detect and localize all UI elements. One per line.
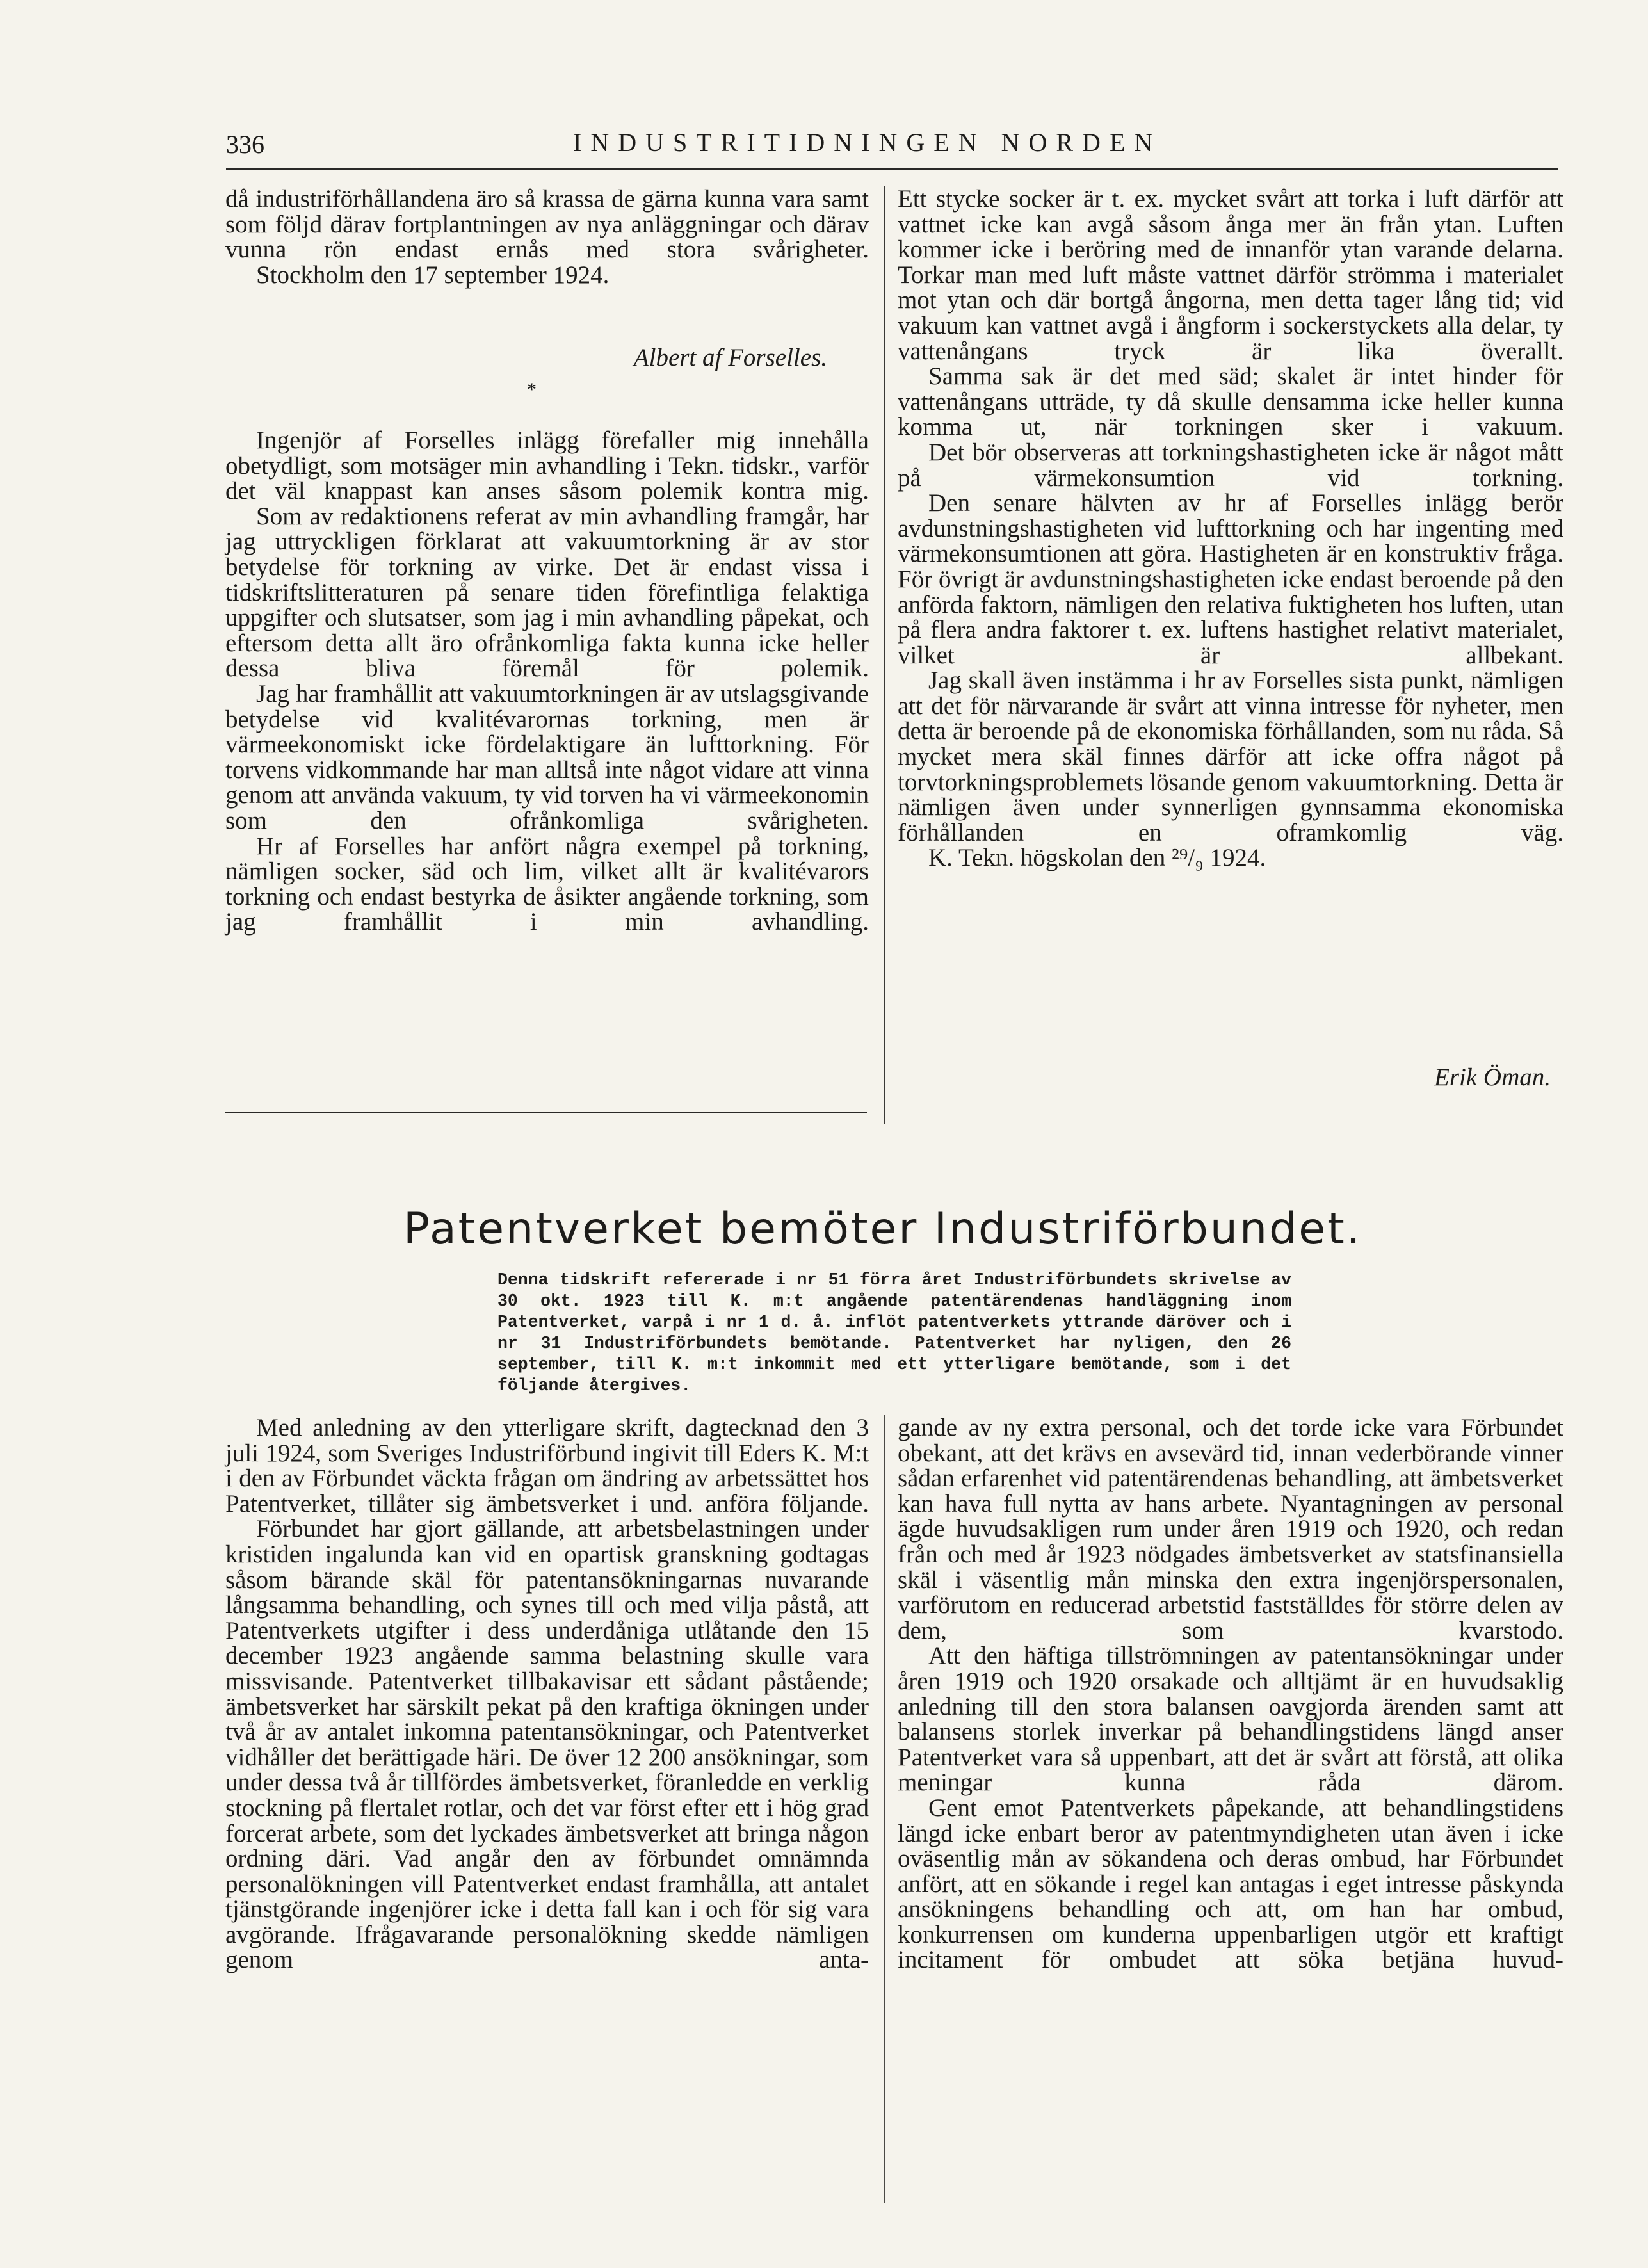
paragraph: Stockholm den 17 september 1924. bbox=[256, 261, 610, 289]
top-right-column bbox=[898, 186, 1563, 871]
paragraph: gande av ny extra personal, och det torde icke vara Förbundet obekant, att det krävs en avsevärd tid, innan vederbörande vinner sådan erfarenhet vid patentärendenas behandling, att ämbetsverket kan hava full nytta av hans arbete. Nyantagningen av personal ägde huvudsakligen rum under åren 1919 och 1920, och redan från och med år 1923 nödgades ämbetsverket av statsfinansiella skäl i väsentlig mån minska den extra ingenjörspersonalen, varförutom en reducerad arbetstid fastställdes för större delen av dem, som kvarstodo. bbox=[898, 1414, 1563, 1644]
paragraph: Den senare hälvten av hr af Forselles inlägg berör avdunstningshastigheten vid lufttorkning och har ingenting med värmekonsumtionen att göra. Hastigheten är en konstruktiv fråga. För övrigt är avdunstningshastigheten icke endast beroende på den anförda faktorn, nämligen den relativa fuktigheten hos luften, utan på flera andra faktorer t. ex. luftens hastighet relativt materialet, vilket är allbekant. bbox=[898, 489, 1563, 669]
paragraph: Ett stycke socker är t. ex. mycket svårt att torka i luft därför att vattnet icke kan avgå såsom ånga mer än från ytan. Luften kommer icke i beröring med de innanför ytan varande delarna. Torkar man med luft måste vattnet därför strömma i materialet mot ytan och där bortgå ångorna, men detta tager lång tid; vid vakuum kan vattnet avgå i ångform i sockerstyckets alla delar, ty vattenångans tryck är lika överallt. bbox=[898, 185, 1563, 365]
article-title: Patentverket bemöter Industriförbundet. bbox=[403, 1204, 1362, 1254]
header-rule bbox=[226, 168, 1558, 170]
left-column-end-rule bbox=[225, 1112, 867, 1113]
signature-oman: Erik Öman. bbox=[1434, 1064, 1551, 1091]
journal-title: INDUSTRITIDNINGEN NORDEN bbox=[573, 128, 1162, 157]
paragraph: Samma sak är det med säd; skalet är intet hinder för vattenångans utträde, ty då skulle densamma icke heller kunna komma ut, när torkningen sker i vakuum. bbox=[898, 362, 1563, 441]
paragraph: Gent emot Patentverkets påpekande, att behandlingstidens längd icke enbart beror av patentmyndigheten utan även i icke oväsentlig mån av sökandena och deras ombud, har Förbundet anfört, att en sökande i regel kan antagas i eget intresse påskynda ansökningens behandling och att, om han har ombud, konkurrensen om kunderna uppenbarligen utgör ett kraftigt incitament för ombudet att söka betjäna huvud- bbox=[898, 1794, 1563, 1974]
bottom-left-column bbox=[225, 1415, 869, 1973]
reply-left-column bbox=[225, 428, 869, 935]
article-lead: Denna tidskrift refererade i nr 51 förra året Industriförbundets skrivelse av 30 okt. 1923 till K. m:t angående patentärendenas handläggning inom Patentverket, varpå i nr 1 d. å. inflöt patentverkets yttrande däröver och i nr 31 Industriförbundets bemötande. Patentverket har nyligen, den 26 september, till K. m:t inkommit med ett ytterligare bemötande, som i det följande återgives. bbox=[497, 1270, 1291, 1395]
paragraph: då industriförhållandena äro så krassa de gärna kunna vara samt som följd därav fortplantningen av nya anläggningar och därav vunna rön endast ernås med stora svårigheter. bbox=[225, 185, 869, 264]
signature-forselles: Albert af Forselles. bbox=[633, 344, 827, 371]
bottom-column-divider bbox=[884, 1415, 885, 2203]
paragraph: Som av redaktionens referat av min avhandling framgår, har jag uttryckligen förklarat att vakuumtorkning är av stor betydelse för torkning av virke. Det är endast vissa i tidskriftslitteraturen på senare tiden förefintliga felaktiga uppgifter och slutsatser, som jag i min avhandling påpekat, och eftersom detta allt äro ofrånkomliga fakta kunna icke heller dessa bliva föremål för polemik. bbox=[225, 502, 869, 683]
paragraph: Att den häftiga tillströmningen av patentansökningar under åren 1919 och 1920 orsakade och alltjämt är en huvudsaklig anledning till den stora balansen oavgjorda ärenden samt att balansens storlek inverkar på behandlingstidens längd anser Patentverket vara så uppenbart, att det är svårt att förstå, att olika meningar kunna råda därom. bbox=[898, 1642, 1563, 1797]
column-divider bbox=[884, 186, 885, 1124]
top-left-column bbox=[225, 186, 869, 288]
paragraph: Hr af Forselles har anfört några exempel på torkning, nämligen socker, säd och lim, vilket allt är kvalitévarors torkning och endast bestyrka de åsikter angående torkning, som jag framhållit i min avhandling. bbox=[225, 832, 869, 936]
dateline: K. Tekn. högskolan den ²⁹/₉ 1924. bbox=[928, 844, 1266, 872]
paragraph: Ingenjör af Forselles inlägg förefaller mig innehålla obetydligt, som motsäger min avhandling i Tekn. tidskr., varför det väl knappast kan anses såsom polemik kontra mig. bbox=[225, 426, 869, 505]
page-number: 336 bbox=[226, 130, 264, 159]
separator-asterisk: * bbox=[527, 379, 537, 400]
bottom-right-column bbox=[898, 1415, 1563, 1973]
paragraph: Jag har framhållit att vakuumtorkningen är av utslagsgivande betydelse vid kvalitévarornas torkning, men är värmeekonomiskt icke fördelaktigare än lufttorkning. För torvens vidkommande har man alltså inte något vidare att vinna genom att använda vakuum, ty vid torven ha vi värmeekonomin som den ofrånkomliga svårigheten. bbox=[225, 679, 869, 834]
paragraph: Förbundet har gjort gällande, att arbetsbelastningen under kristiden ingalunda kan vid en opartisk granskning godtagas såsom bärande skäl för patentansökningarnas nuvarande långsamma behandling, och synes till och med vilja påstå, att Patentverkets utgifter i dess underdåniga utlåtande den 15 december 1923 angående samma belastning skulle vara missvisande. Patentverket tillbakavisar ett sådant påstående; ämbetsverket har särskilt pekat på den kraftiga ökningen under två år av antalet inkomna patentansökningar, och Patentverket vidhåller det berättigade häri. De över 12 200 ansökningar, som under dessa två år tillfördes ämbetsverket, föranledde en verklig stockning på flertalet rotlar, och det var först efter ett i hög grad forcerat arbete, som det lyckades ämbetsverket att bringa någon ordning däri. Vad angår den av förbundet omnämnda personalökningen vill Patentverket endast framhålla, att antalet tjänstgörande ingenjörer icke i detta fall kan i och för sig vara avgörande. Ifrågavarande personalökning skedde nämligen genom anta- bbox=[225, 1515, 869, 1974]
paragraph: Med anledning av den ytterligare skrift, dagtecknad den 3 juli 1924, som Sveriges Industriförbund ingivit till Eders K. M:t i den av Förbundet väckta frågan om ändring av arbetssättet hos Patentverket, tillåter sig ämbetsverket i und. anföra följande. bbox=[225, 1414, 869, 1518]
paragraph: Det bör observeras att torkningshastigheten icke är något mått på värmekonsumtion vid torkning. bbox=[898, 438, 1563, 492]
paragraph: Jag skall även instämma i hr av Forselles sista punkt, nämligen att det för närvarande är svårt att vinna intresse för nyheter, men detta är beroende på de ekonomiska förhållanden, som nu råda. Så mycket mera skäl finnes därför att icke offra något på torvtorkningsproblemets lösande genom vakuumtorkning. Detta är nämligen även under synnerligen gynnsamma ekonomiska förhållanden en oframkomlig väg. bbox=[898, 667, 1563, 846]
